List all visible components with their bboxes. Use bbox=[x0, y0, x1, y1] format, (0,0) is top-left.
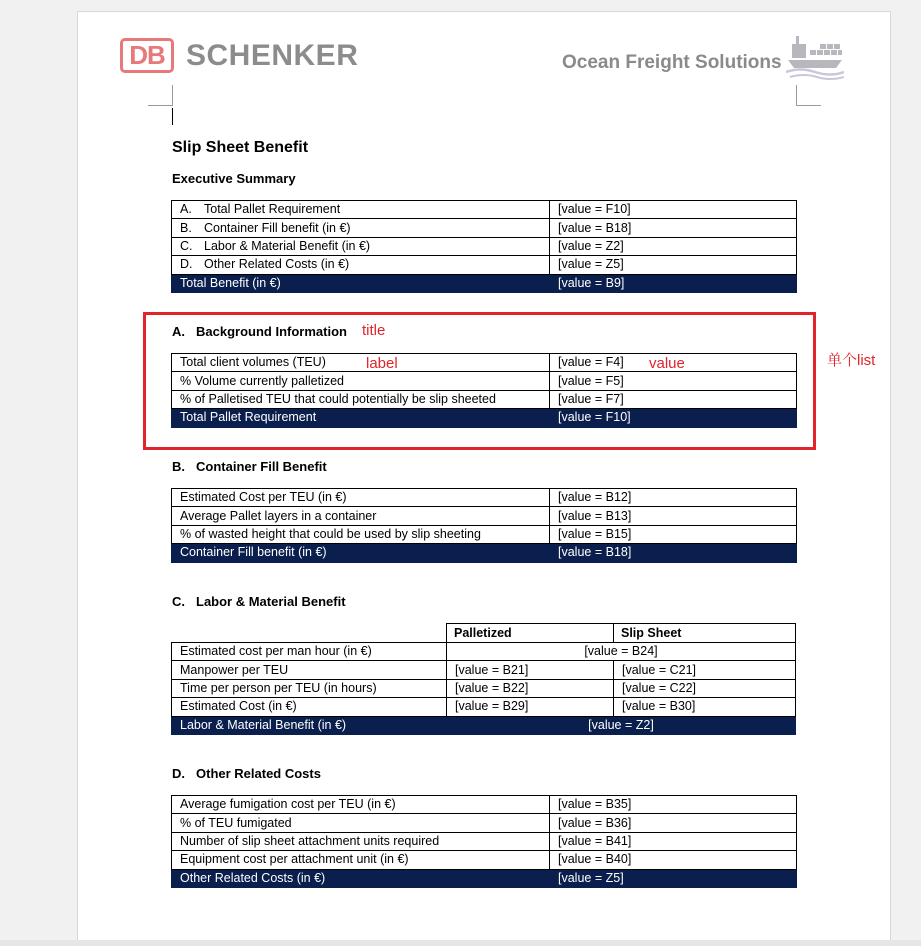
total-label: Container Fill benefit (in €) bbox=[172, 544, 550, 562]
total-label: Other Related Costs (in €) bbox=[172, 869, 550, 887]
row-value-merged: [value = B24] bbox=[447, 643, 796, 661]
table-row bbox=[172, 489, 797, 507]
row-label: % of TEU fumigated bbox=[172, 814, 550, 832]
bottom-strip bbox=[0, 940, 921, 946]
executive-summary-table bbox=[171, 200, 797, 293]
annotation-highlight-box bbox=[143, 312, 816, 450]
row-value: [value = B18] bbox=[550, 219, 797, 237]
row-label: Total client volumes (TEU) bbox=[172, 354, 550, 372]
background-heading: A. Background Information bbox=[172, 324, 347, 339]
table-row bbox=[172, 679, 796, 697]
table-row bbox=[172, 237, 797, 255]
table-row bbox=[172, 661, 796, 679]
header-blank bbox=[172, 624, 447, 643]
total-row bbox=[172, 869, 797, 887]
table-header-row bbox=[172, 624, 796, 643]
annotation-list: 单个list bbox=[827, 352, 876, 369]
table-row bbox=[172, 219, 797, 237]
row-label: Manpower per TEU bbox=[172, 661, 447, 679]
row-value: [value = B36] bbox=[550, 814, 797, 832]
total-label: Labor & Material Benefit (in €) bbox=[172, 716, 447, 734]
annotation-title: title bbox=[362, 322, 386, 339]
table-row bbox=[172, 832, 797, 850]
row-label: Average Pallet layers in a container bbox=[172, 507, 550, 525]
total-value: [value = B18] bbox=[550, 544, 797, 562]
container-fill-heading: B. Container Fill Benefit bbox=[172, 459, 327, 474]
row-value: [value = F5] bbox=[550, 372, 797, 390]
other-costs-heading: D. Other Related Costs bbox=[172, 766, 321, 781]
row-label: Estimated cost per man hour (in €) bbox=[172, 643, 447, 661]
other-costs-table bbox=[171, 795, 797, 888]
ship-icon bbox=[786, 34, 844, 80]
db-logo-box: DB bbox=[120, 38, 174, 73]
row-label: % of wasted height that could be used by slip sheeting bbox=[172, 525, 550, 543]
labor-material-heading: C. Labor & Material Benefit bbox=[172, 594, 346, 609]
row-value: [value = F10] bbox=[550, 201, 797, 219]
row-value-palletized: [value = B29] bbox=[447, 698, 614, 716]
db-schenker-logo bbox=[120, 38, 358, 73]
row-label: Average fumigation cost per TEU (in €) bbox=[172, 796, 550, 814]
row-label: Number of slip sheet attachment units required bbox=[172, 832, 550, 850]
row-value: [value = B40] bbox=[550, 851, 797, 869]
total-value: [value = B9] bbox=[550, 274, 797, 292]
table-row bbox=[172, 507, 797, 525]
row-value: [value = F4] bbox=[550, 354, 797, 372]
total-row bbox=[172, 716, 796, 734]
row-value-palletized: [value = B22] bbox=[447, 679, 614, 697]
row-label: C. Labor & Material Benefit (in €) bbox=[172, 237, 550, 255]
document-title: Slip Sheet Benefit bbox=[172, 139, 309, 156]
annotation-label: label bbox=[366, 355, 398, 372]
row-value: [value = Z2] bbox=[550, 237, 797, 255]
table-row bbox=[172, 698, 796, 716]
col-header-slip-sheet: Slip Sheet bbox=[614, 624, 796, 643]
total-row bbox=[172, 544, 797, 562]
row-value-palletized: [value = B21] bbox=[447, 661, 614, 679]
total-value: [value = Z2] bbox=[447, 716, 796, 734]
table-row bbox=[172, 796, 797, 814]
crop-mark-left bbox=[148, 85, 173, 106]
col-header-palletized: Palletized bbox=[447, 624, 614, 643]
row-label: Equipment cost per attachment unit (in €) bbox=[172, 851, 550, 869]
total-row bbox=[172, 274, 797, 292]
row-value-slip: [value = B30] bbox=[614, 698, 796, 716]
row-value: [value = F7] bbox=[550, 390, 797, 408]
row-value: [value = B15] bbox=[550, 525, 797, 543]
row-value: [value = B35] bbox=[550, 796, 797, 814]
header-tagline: Ocean Freight Solutions bbox=[562, 52, 782, 73]
total-label: Total Pallet Requirement bbox=[172, 409, 550, 427]
row-label: Estimated Cost (in €) bbox=[172, 698, 447, 716]
executive-summary-heading: Executive Summary bbox=[172, 171, 296, 186]
row-value: [value = B41] bbox=[550, 832, 797, 850]
table-row bbox=[172, 851, 797, 869]
row-label: % of Palletised TEU that could potentially be slip sheeted bbox=[172, 390, 550, 408]
schenker-wordmark: SCHENKER bbox=[186, 38, 359, 72]
table-row bbox=[172, 525, 797, 543]
row-value: [value = Z5] bbox=[550, 256, 797, 274]
row-label: B. Container Fill benefit (in €) bbox=[172, 219, 550, 237]
table-row bbox=[172, 814, 797, 832]
container-fill-table bbox=[171, 488, 797, 563]
row-label: Time per person per TEU (in hours) bbox=[172, 679, 447, 697]
row-value: [value = B12] bbox=[550, 489, 797, 507]
total-value: [value = F10] bbox=[550, 409, 797, 427]
row-label: Estimated Cost per TEU (in €) bbox=[172, 489, 550, 507]
row-value-slip: [value = C22] bbox=[614, 679, 796, 697]
row-label: A. Total Pallet Requirement bbox=[172, 201, 550, 219]
table-row bbox=[172, 201, 797, 219]
text-cursor bbox=[172, 108, 173, 125]
row-label: D. Other Related Costs (in €) bbox=[172, 256, 550, 274]
total-value: [value = Z5] bbox=[550, 869, 797, 887]
table-row bbox=[172, 256, 797, 274]
total-label: Total Benefit (in €) bbox=[172, 274, 550, 292]
row-value-slip: [value = C21] bbox=[614, 661, 796, 679]
row-value: [value = B13] bbox=[550, 507, 797, 525]
table-row bbox=[172, 643, 796, 661]
annotation-value: value bbox=[649, 355, 685, 372]
labor-material-table bbox=[171, 623, 796, 735]
row-label: % Volume currently palletized bbox=[172, 372, 550, 390]
crop-mark-right bbox=[796, 85, 821, 106]
